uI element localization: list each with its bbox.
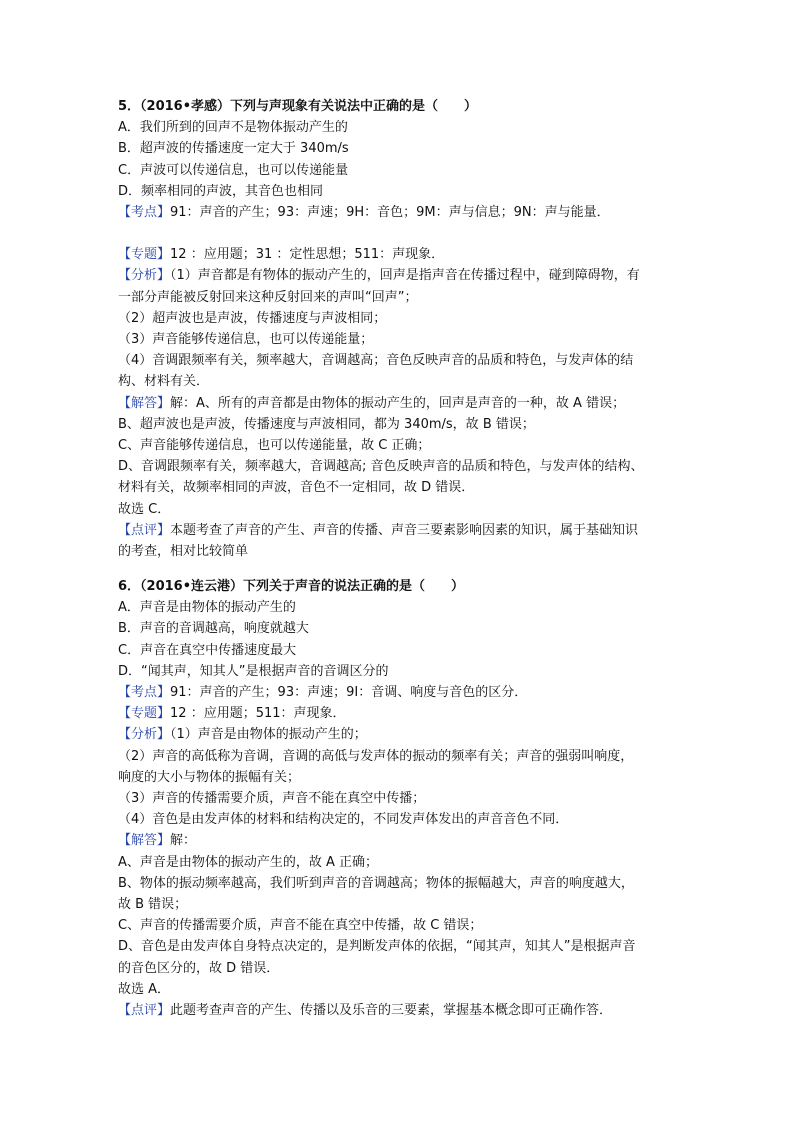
fenxi-line: （4）音调跟频率有关，频率越大，音调越高；音色反映声音的品质和特色，与发声体的结 — [118, 353, 634, 369]
fenxi-text: （1）声音是由物体的振动产生的； — [170, 727, 367, 743]
fenxi-tag: 【分析】 — [118, 268, 171, 284]
jieda-tag: 【解答】 — [118, 833, 171, 849]
dianping-tag: 【点评】 — [118, 522, 171, 538]
dianping-tag: 【点评】 — [118, 1003, 171, 1019]
dianping-line: 的考查，相对比较简单 — [118, 544, 249, 560]
kaodian-tag: 【考点】 — [118, 205, 171, 221]
jieda-tag: 【解答】 — [118, 395, 171, 411]
fenxi-line: （2）超声波也是声波，传播速度与声波相同； — [118, 310, 387, 326]
kaodian-section — [118, 202, 678, 223]
jieda-text: 解：A、所有的声音都是由物体的振动产生的，回声是声音的一种，故 A 错误； — [170, 395, 626, 411]
fenxi-section — [118, 265, 678, 286]
option-a: A．声音是由物体的振动产生的 — [118, 600, 296, 616]
option-c: C．声音在真空中传播速度最大 — [118, 642, 297, 658]
zhuanti-tag: 【专题】 — [118, 706, 171, 722]
dianping-section — [118, 1000, 678, 1021]
kaodian-section — [118, 682, 678, 703]
fenxi-line: （4）音色是由发声体的材料和结构决定的，不同发声体发出的声音音色不同． — [118, 812, 569, 828]
option-a: A．我们所到的回声不是物体振动产生的 — [118, 120, 348, 136]
question-stem: 5．（2016•孝感）下列与声现象有关说法中正确的是（ ） — [118, 99, 478, 114]
question-5 — [118, 96, 678, 562]
fenxi-section — [118, 724, 678, 745]
fenxi-line: （2）声音的高低称为音调，音调的高低与发声体的振动的频率有关；声音的强弱叫响度， — [118, 748, 634, 764]
zhuanti-text: 12 ：应用题；31 ：定性思想；511：声现象． — [170, 247, 445, 263]
zhuanti-section — [118, 703, 678, 724]
dianping-text: 此题考查声音的产生、传播以及乐音的三要素，掌握基本概念即可正确作答． — [170, 1003, 613, 1019]
question-6 — [118, 576, 678, 1021]
fenxi-text: （1）声音都是有物体的振动产生的，回声是指声音在传播过程中，碰到障碍物，有 — [170, 268, 640, 284]
jieda-line: C、声音的传播需要介质，声音不能在真空中传播，故 C 错误； — [118, 918, 483, 934]
jieda-line: 的音色区分的，故 D 错误． — [118, 960, 280, 976]
jieda-line: 故 B 错误； — [118, 897, 188, 913]
option-d: D．频率相同的声波，其音色也相同 — [118, 183, 324, 199]
jieda-line: C、声音能够传递信息，也可以传递能量，故 C 正确； — [118, 438, 431, 454]
zhuanti-text: 12 ：应用题；511：声现象． — [170, 706, 346, 722]
zhuanti-section — [118, 244, 678, 265]
jieda-line: 材料有关，故频率相同的声波，音色不一定相同，故 D 错误． — [118, 480, 475, 496]
jieda-text: 解： — [170, 833, 197, 849]
option-b: B．声音的音调越高，响度就越大 — [118, 621, 309, 637]
fenxi-line: 响度的大小与物体的振幅有关； — [118, 769, 301, 785]
jieda-section — [118, 830, 678, 851]
option-d: D．“闻其声，知其人”是根据声音的音调区分的 — [118, 663, 389, 679]
option-b: B．超声波的传播速度一定大于 340m/s — [118, 141, 349, 157]
question-stem: 6．（2016•连云港）下列关于声音的说法正确的是（ ） — [118, 579, 465, 594]
jieda-line: D、音色是由发声体自身特点决定的，是判断发声体的依据，“闻其声，知其人”是根据声音 — [118, 939, 636, 955]
kaodian-text: 91：声音的产生；93：声速；9I：音调、响度与音色的区分． — [170, 685, 528, 701]
spacer — [118, 223, 678, 244]
jieda-line: 故选 C． — [118, 501, 171, 517]
option-c: C．声波可以传递信息，也可以传递能量 — [118, 162, 349, 178]
jieda-line: B、物体的振动频率越高，我们听到声音的音调越高；物体的振幅越大，声音的响度越大， — [118, 875, 634, 891]
fenxi-line: 构、材料有关． — [118, 374, 210, 390]
jieda-line: A、声音是由物体的振动产生的，故 A 正确； — [118, 854, 379, 870]
jieda-line: B、超声波也是声波，传播速度与声波相同，都为 340m/s，故 B 错误； — [118, 416, 535, 432]
jieda-line: 故选 A． — [118, 981, 171, 997]
kaodian-tag: 【考点】 — [118, 685, 171, 701]
dianping-text: 本题考查了声音的产生、声音的传播、声音三要素影响因素的知识，属于基础知识 — [170, 522, 639, 538]
fenxi-tag: 【分析】 — [118, 727, 171, 743]
jieda-line: D、音调跟频率有关，频率越大，音调越高; 音色反映声音的品质和特色，与发声体的结构、 — [118, 459, 644, 475]
kaodian-text: 91：声音的产生；93：声速；9H：音色；9M：声与信息；9N：声与能量． — [170, 205, 610, 221]
jieda-section — [118, 393, 678, 414]
dianping-section — [118, 520, 678, 541]
fenxi-line: （3）声音的传播需要介质，声音不能在真空中传播； — [118, 791, 426, 807]
zhuanti-tag: 【专题】 — [118, 247, 171, 263]
fenxi-line: 一部分声能被反射回来这种反射回来的声叫“回声”； — [118, 289, 418, 305]
fenxi-line: （3）声音能够传递信息，也可以传递能量； — [118, 332, 374, 348]
